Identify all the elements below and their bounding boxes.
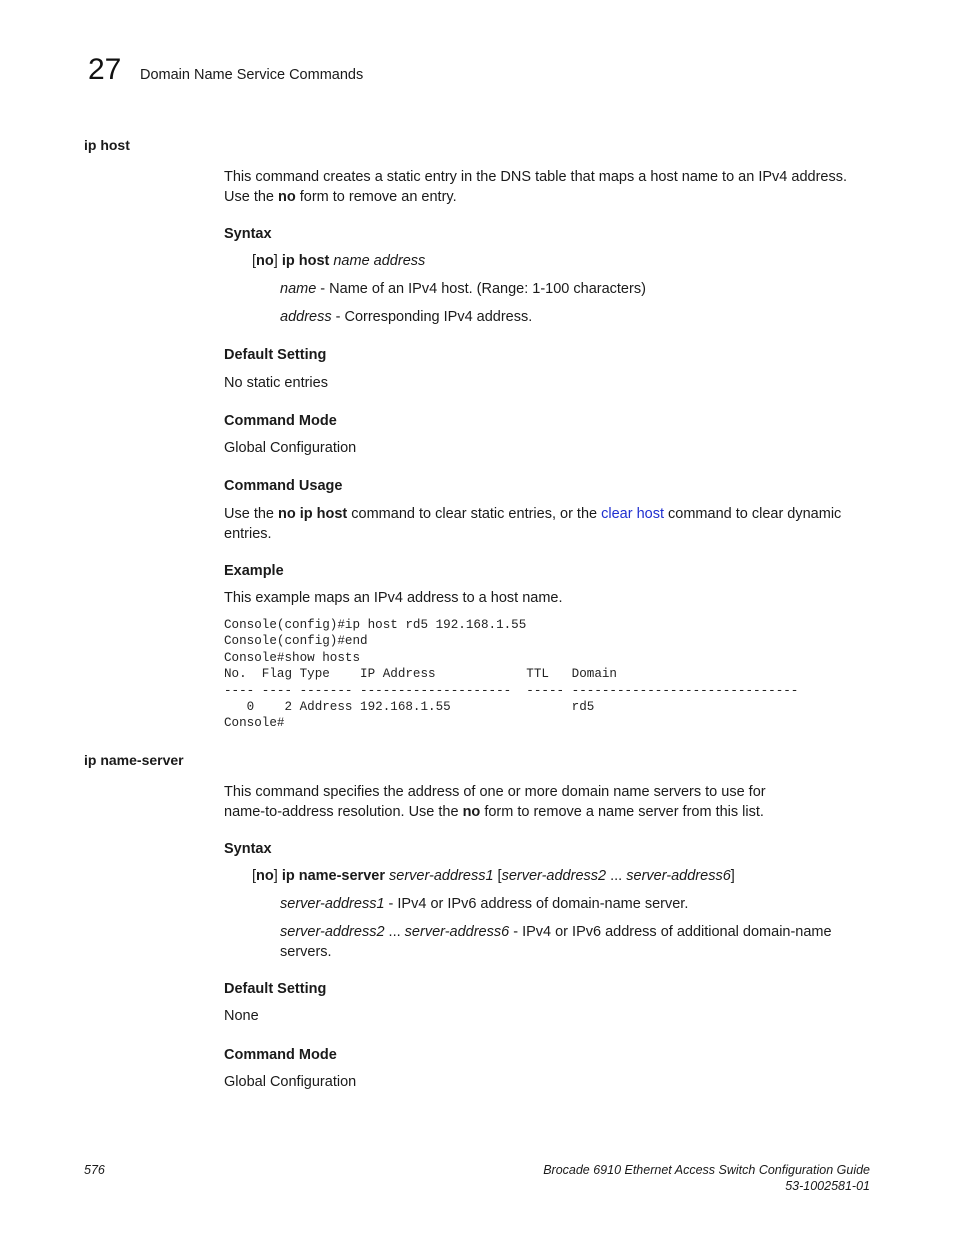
usage-text: command to clear dynamic — [664, 506, 842, 522]
ns-default-heading: Default Setting — [224, 981, 327, 997]
ns-param-server-address2-6 — [280, 923, 860, 962]
syntax-arg: server-address1 — [384, 868, 494, 884]
desc-keyword: no — [278, 188, 296, 205]
param-term: name — [280, 281, 317, 297]
param-line1 — [280, 923, 860, 943]
param-term: server-address2 — [280, 924, 385, 940]
param-term: address — [280, 309, 332, 325]
clear-host-link[interactable]: clear host — [601, 506, 664, 522]
ip-host-usage — [224, 505, 874, 544]
ns-syntax-heading: Syntax — [224, 841, 272, 857]
ip-host-example-code: Console(config)#ip host rd5 192.168.1.55 Console(config)#end Console#show hosts No. Flag Type IP Address TTL Domain ---- ---- ------- -------------------- ----- ------------------------------ 0 2 Address 192.168.1.55 rd5 Console# — [224, 618, 799, 731]
ns-default-value: None — [224, 1008, 259, 1024]
doc-number: 53-1002581-01 — [785, 1179, 870, 1193]
param-text: - IPv4 or IPv6 address of domain-name server. — [384, 896, 689, 912]
param-term: server-address6 — [404, 924, 510, 940]
syntax-bracket: ] — [730, 868, 735, 884]
ns-desc-line1: This command specifies the address of one or more domain name servers to use for — [224, 784, 766, 800]
syntax-ellipsis: ... — [606, 868, 627, 884]
desc-text: form to remove a name server from this list. — [480, 803, 764, 820]
syntax-args: name address — [329, 253, 426, 269]
param-ellipsis: ... — [384, 924, 405, 940]
ip-host-mode-heading: Command Mode — [224, 413, 337, 429]
ns-mode-value: Global Configuration — [224, 1074, 357, 1090]
ip-host-default-value: No static entries — [224, 375, 328, 391]
syntax-arg: server-address6 — [626, 868, 731, 884]
chapter-title: Domain Name Service Commands — [140, 67, 364, 83]
ip-host-default-heading: Default Setting — [224, 347, 327, 363]
syntax-bracket: [ — [252, 253, 257, 269]
ip-host-syntax — [252, 252, 425, 271]
syntax-arg: server-address2 — [501, 868, 607, 884]
ns-syntax — [252, 867, 735, 886]
syntax-no: no — [256, 253, 274, 269]
desc-keyword: no — [462, 803, 481, 820]
ip-host-example-text: This example maps an IPv4 address to a host name. — [224, 590, 563, 606]
desc-text: Use the — [224, 188, 278, 205]
ip-host-usage-heading: Command Usage — [224, 478, 343, 494]
ip-host-syntax-heading: Syntax — [224, 226, 272, 242]
ip-host-desc-line2 — [224, 188, 874, 208]
param-text: - Name of an IPv4 host. (Range: 1-100 characters) — [316, 281, 646, 297]
ip-host-example-heading: Example — [224, 563, 284, 579]
syntax-bracket: [ — [252, 868, 257, 884]
footer-doc-info — [543, 1162, 870, 1194]
usage-text: command to clear static entries, or the — [347, 506, 602, 522]
chapter-number: 27 — [88, 53, 122, 86]
ip-host-mode-value: Global Configuration — [224, 440, 357, 456]
command-title-ip-host: ip host — [84, 137, 130, 153]
param-text: - Corresponding IPv4 address. — [331, 309, 533, 325]
ns-param-server-address1 — [280, 895, 860, 915]
syntax-bracket: [ — [493, 868, 502, 884]
usage-keyword: no ip host — [278, 506, 348, 522]
doc-title: Brocade 6910 Ethernet Access Switch Configuration Guide — [543, 1163, 870, 1177]
param-text: - IPv4 or IPv6 address of additional domain-name — [509, 924, 832, 940]
desc-text: form to remove an entry. — [295, 188, 457, 205]
usage-text: Use the — [224, 506, 278, 522]
param-term: server-address1 — [280, 896, 385, 912]
ns-mode-heading: Command Mode — [224, 1047, 337, 1063]
param-line2: servers. — [280, 943, 332, 960]
usage-line2: entries. — [224, 525, 272, 542]
syntax-bracket: ] — [273, 253, 282, 269]
ip-host-param-name — [280, 280, 860, 300]
ip-name-server-description — [224, 783, 874, 822]
desc-text: name-to-address resolution. Use the — [224, 803, 463, 820]
page-number: 576 — [84, 1163, 105, 1177]
syntax-bracket: ] — [273, 868, 282, 884]
usage-line1 — [224, 505, 874, 525]
syntax-command: ip name-server — [281, 868, 385, 884]
syntax-command: ip host — [281, 253, 330, 269]
ip-host-desc-line1: This command creates a static entry in the DNS table that maps a host name to an IPv4 address. — [224, 169, 847, 185]
command-title-ip-name-server: ip name-server — [84, 752, 184, 768]
ip-host-description — [224, 168, 874, 207]
ip-host-param-address — [280, 308, 860, 328]
syntax-no: no — [256, 868, 274, 884]
ns-desc-line2 — [224, 803, 874, 823]
